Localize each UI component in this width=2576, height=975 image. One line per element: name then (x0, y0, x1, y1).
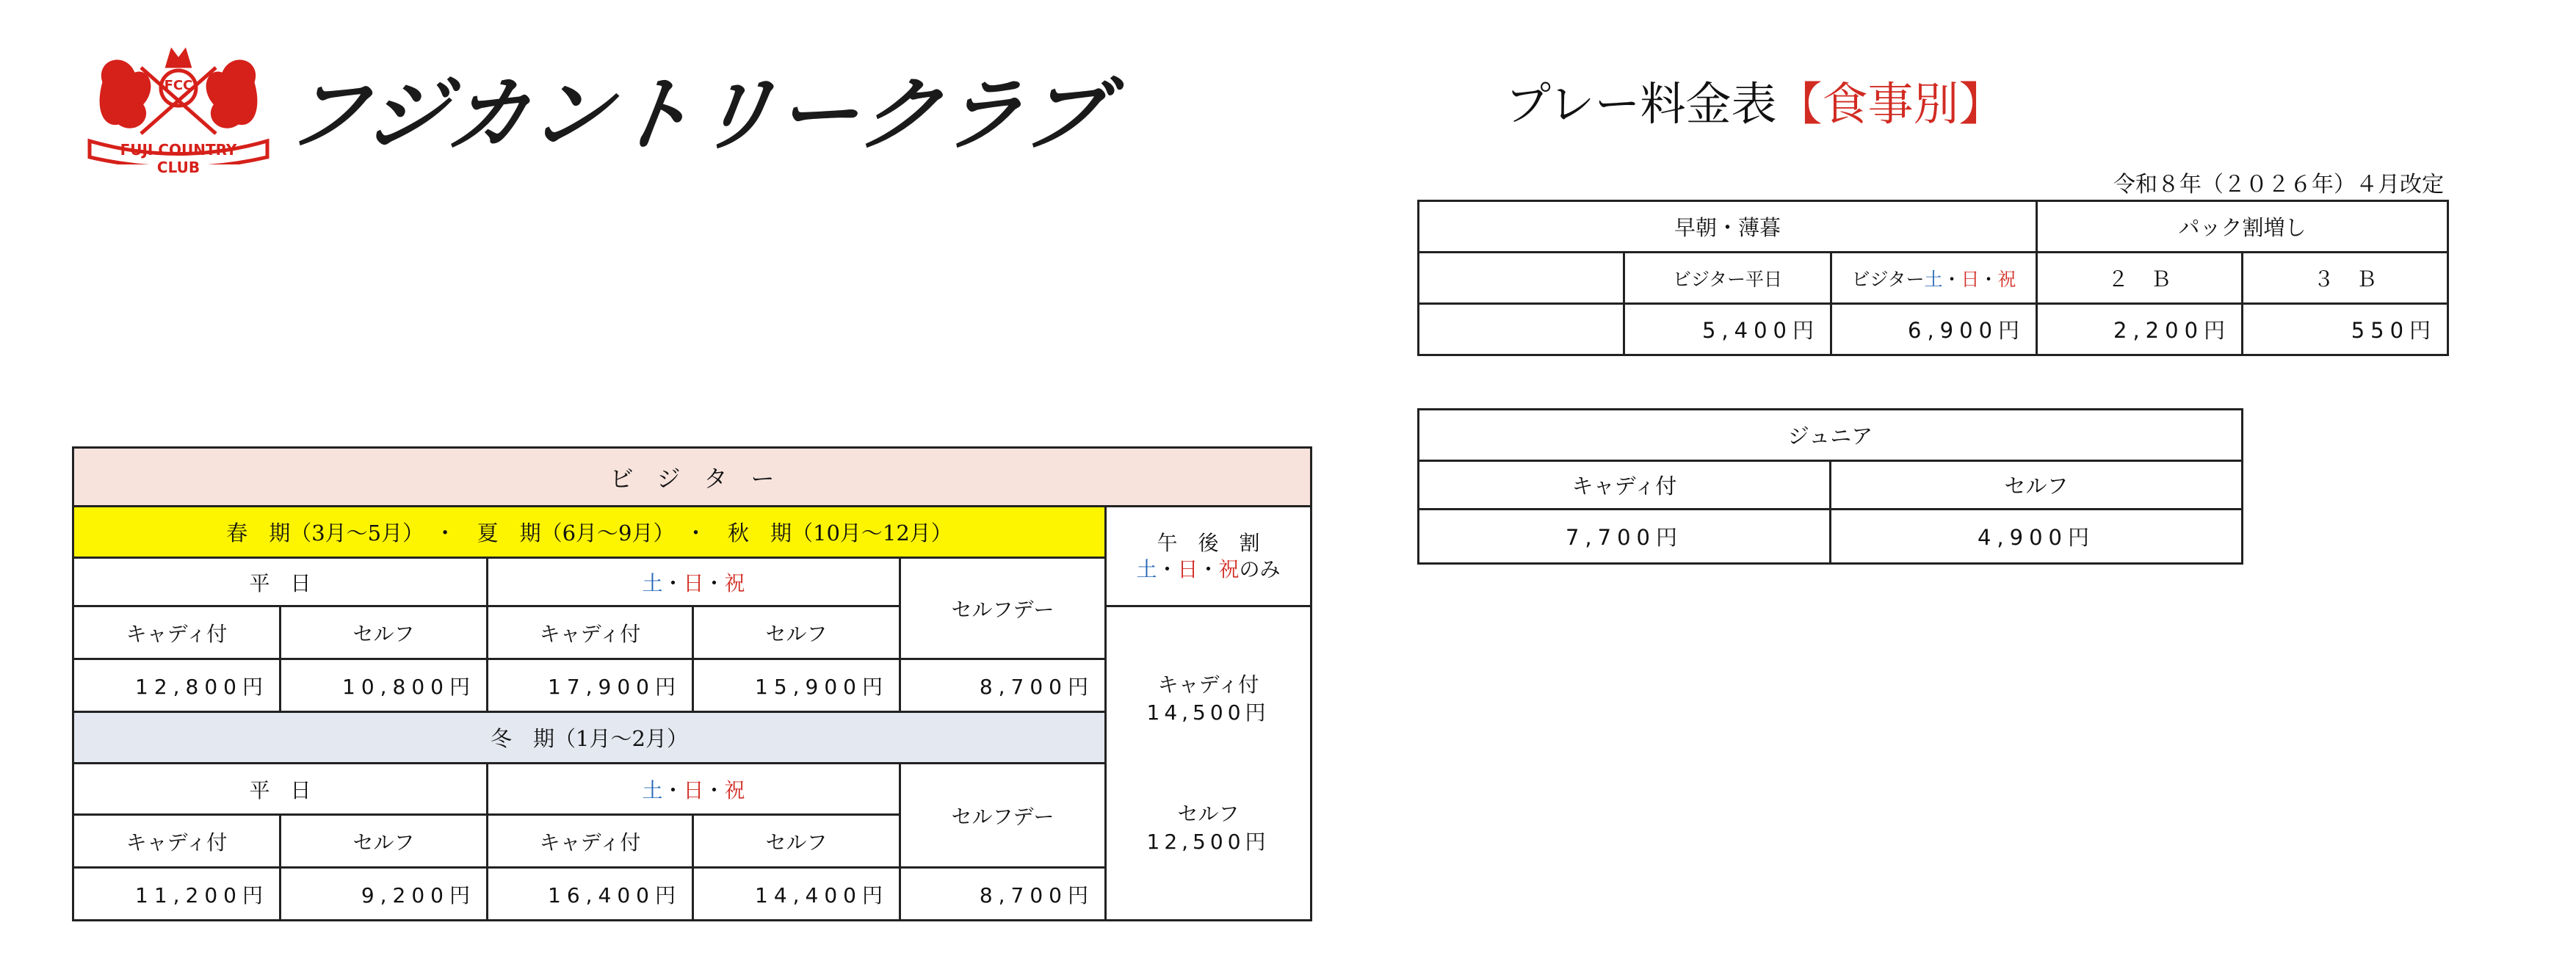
holiday-caddie-label: キャディ付 (488, 606, 693, 659)
winter-weekday-self-label: セルフ (281, 815, 488, 868)
junior-self-price: 4,900円 (1831, 510, 2243, 564)
junior-title: ジュニア (1419, 410, 2243, 461)
club-logo-text: フジカントリークラブ (280, 68, 1113, 162)
main-weekday-self-price: 10,800円 (281, 659, 488, 712)
title-suffix: 【食事別】 (1776, 77, 2005, 131)
winter-holiday-self-price: 14,400円 (693, 868, 900, 921)
early-title: 早朝・薄暮 (1419, 201, 2037, 253)
winter-holiday-self-label: セルフ (693, 815, 900, 868)
title-main: プレー料金表 (1505, 77, 1777, 131)
emblem-text: FUJI COUNTRY CLUB (120, 141, 237, 176)
pack-title: パック割増し (2037, 201, 2448, 253)
afternoon-prices (1106, 606, 1311, 921)
afternoon-self-price: 12,500円 (1146, 829, 1270, 854)
early-holiday-price: 6,900円 (1831, 304, 2037, 355)
holiday-self-label: セルフ (693, 606, 900, 659)
afternoon-header (1106, 507, 1311, 606)
afternoon-caddie-price: 14,500円 (1146, 700, 1270, 725)
empty-cell (1419, 253, 1624, 304)
visitor-table (72, 446, 1312, 921)
junior-table (1417, 408, 2243, 565)
junior-caddie-price: 7,700円 (1419, 510, 1831, 564)
main-holiday-self-price: 15,900円 (693, 659, 900, 712)
page-title (1505, 68, 2005, 133)
self-day-header: セルフデー (900, 558, 1106, 659)
pack-2b-price: 2,200円 (2037, 304, 2243, 355)
weekday-header: 平 日 (73, 558, 488, 606)
afternoon-self-label: セルフ (1177, 801, 1240, 826)
revision-date: 令和８年（２０２６年）４月改定 (2113, 172, 2444, 197)
weekday-caddie-label: キャディ付 (73, 606, 281, 659)
early-visitor-weekday: ビジター平日 (1624, 253, 1831, 304)
main-season-header: 春 期（3月〜5月） ・ 夏 期（6月〜9月） ・ 秋 期（10月〜12月） (73, 507, 1106, 558)
winter-season-header: 冬 期（1月〜2月） (73, 712, 1106, 764)
main-holiday-caddie-price: 17,900円 (488, 659, 693, 712)
winter-weekday-self-price: 9,200円 (281, 868, 488, 921)
afternoon-title: 午 後 割 (1157, 530, 1260, 555)
afternoon-caddie-label: キャディ付 (1157, 672, 1259, 697)
empty-cell (1419, 304, 1624, 355)
pack-3b-price: 550円 (2243, 304, 2448, 355)
junior-caddie-label: キャディ付 (1419, 461, 1831, 510)
winter-weekday-header: 平 日 (73, 764, 488, 815)
winter-holiday-caddie-price: 16,400円 (488, 868, 693, 921)
pack-3b-label: ３ Ｂ (2243, 253, 2448, 304)
winter-holiday-caddie-label: キャディ付 (488, 815, 693, 868)
emblem-monogram: FCC (164, 78, 193, 93)
winter-self-day-header: セルフデー (900, 764, 1106, 868)
club-emblem (82, 38, 275, 176)
holiday-header: 土・日・祝 (488, 558, 900, 606)
winter-self-day-price: 8,700円 (900, 868, 1106, 921)
winter-weekday-caddie-price: 11,200円 (73, 868, 281, 921)
weekday-self-label: セルフ (281, 606, 488, 659)
winter-weekday-caddie-label: キャディ付 (73, 815, 281, 868)
main-weekday-caddie-price: 12,800円 (73, 659, 281, 712)
main-self-day-price: 8,700円 (900, 659, 1106, 712)
winter-holiday-header: 土・日・祝 (488, 764, 900, 815)
afternoon-days: 土・日・祝のみ (1136, 557, 1281, 581)
early-visitor-holiday: ビジター土・日・祝 (1831, 253, 2037, 304)
pack-2b-label: ２ Ｂ (2037, 253, 2243, 304)
early-weekday-price: 5,400円 (1624, 304, 1831, 355)
junior-self-label: セルフ (1831, 461, 2243, 510)
visitor-title: ビ ジ タ ー (73, 448, 1311, 507)
early-pack-table (1417, 200, 2449, 356)
